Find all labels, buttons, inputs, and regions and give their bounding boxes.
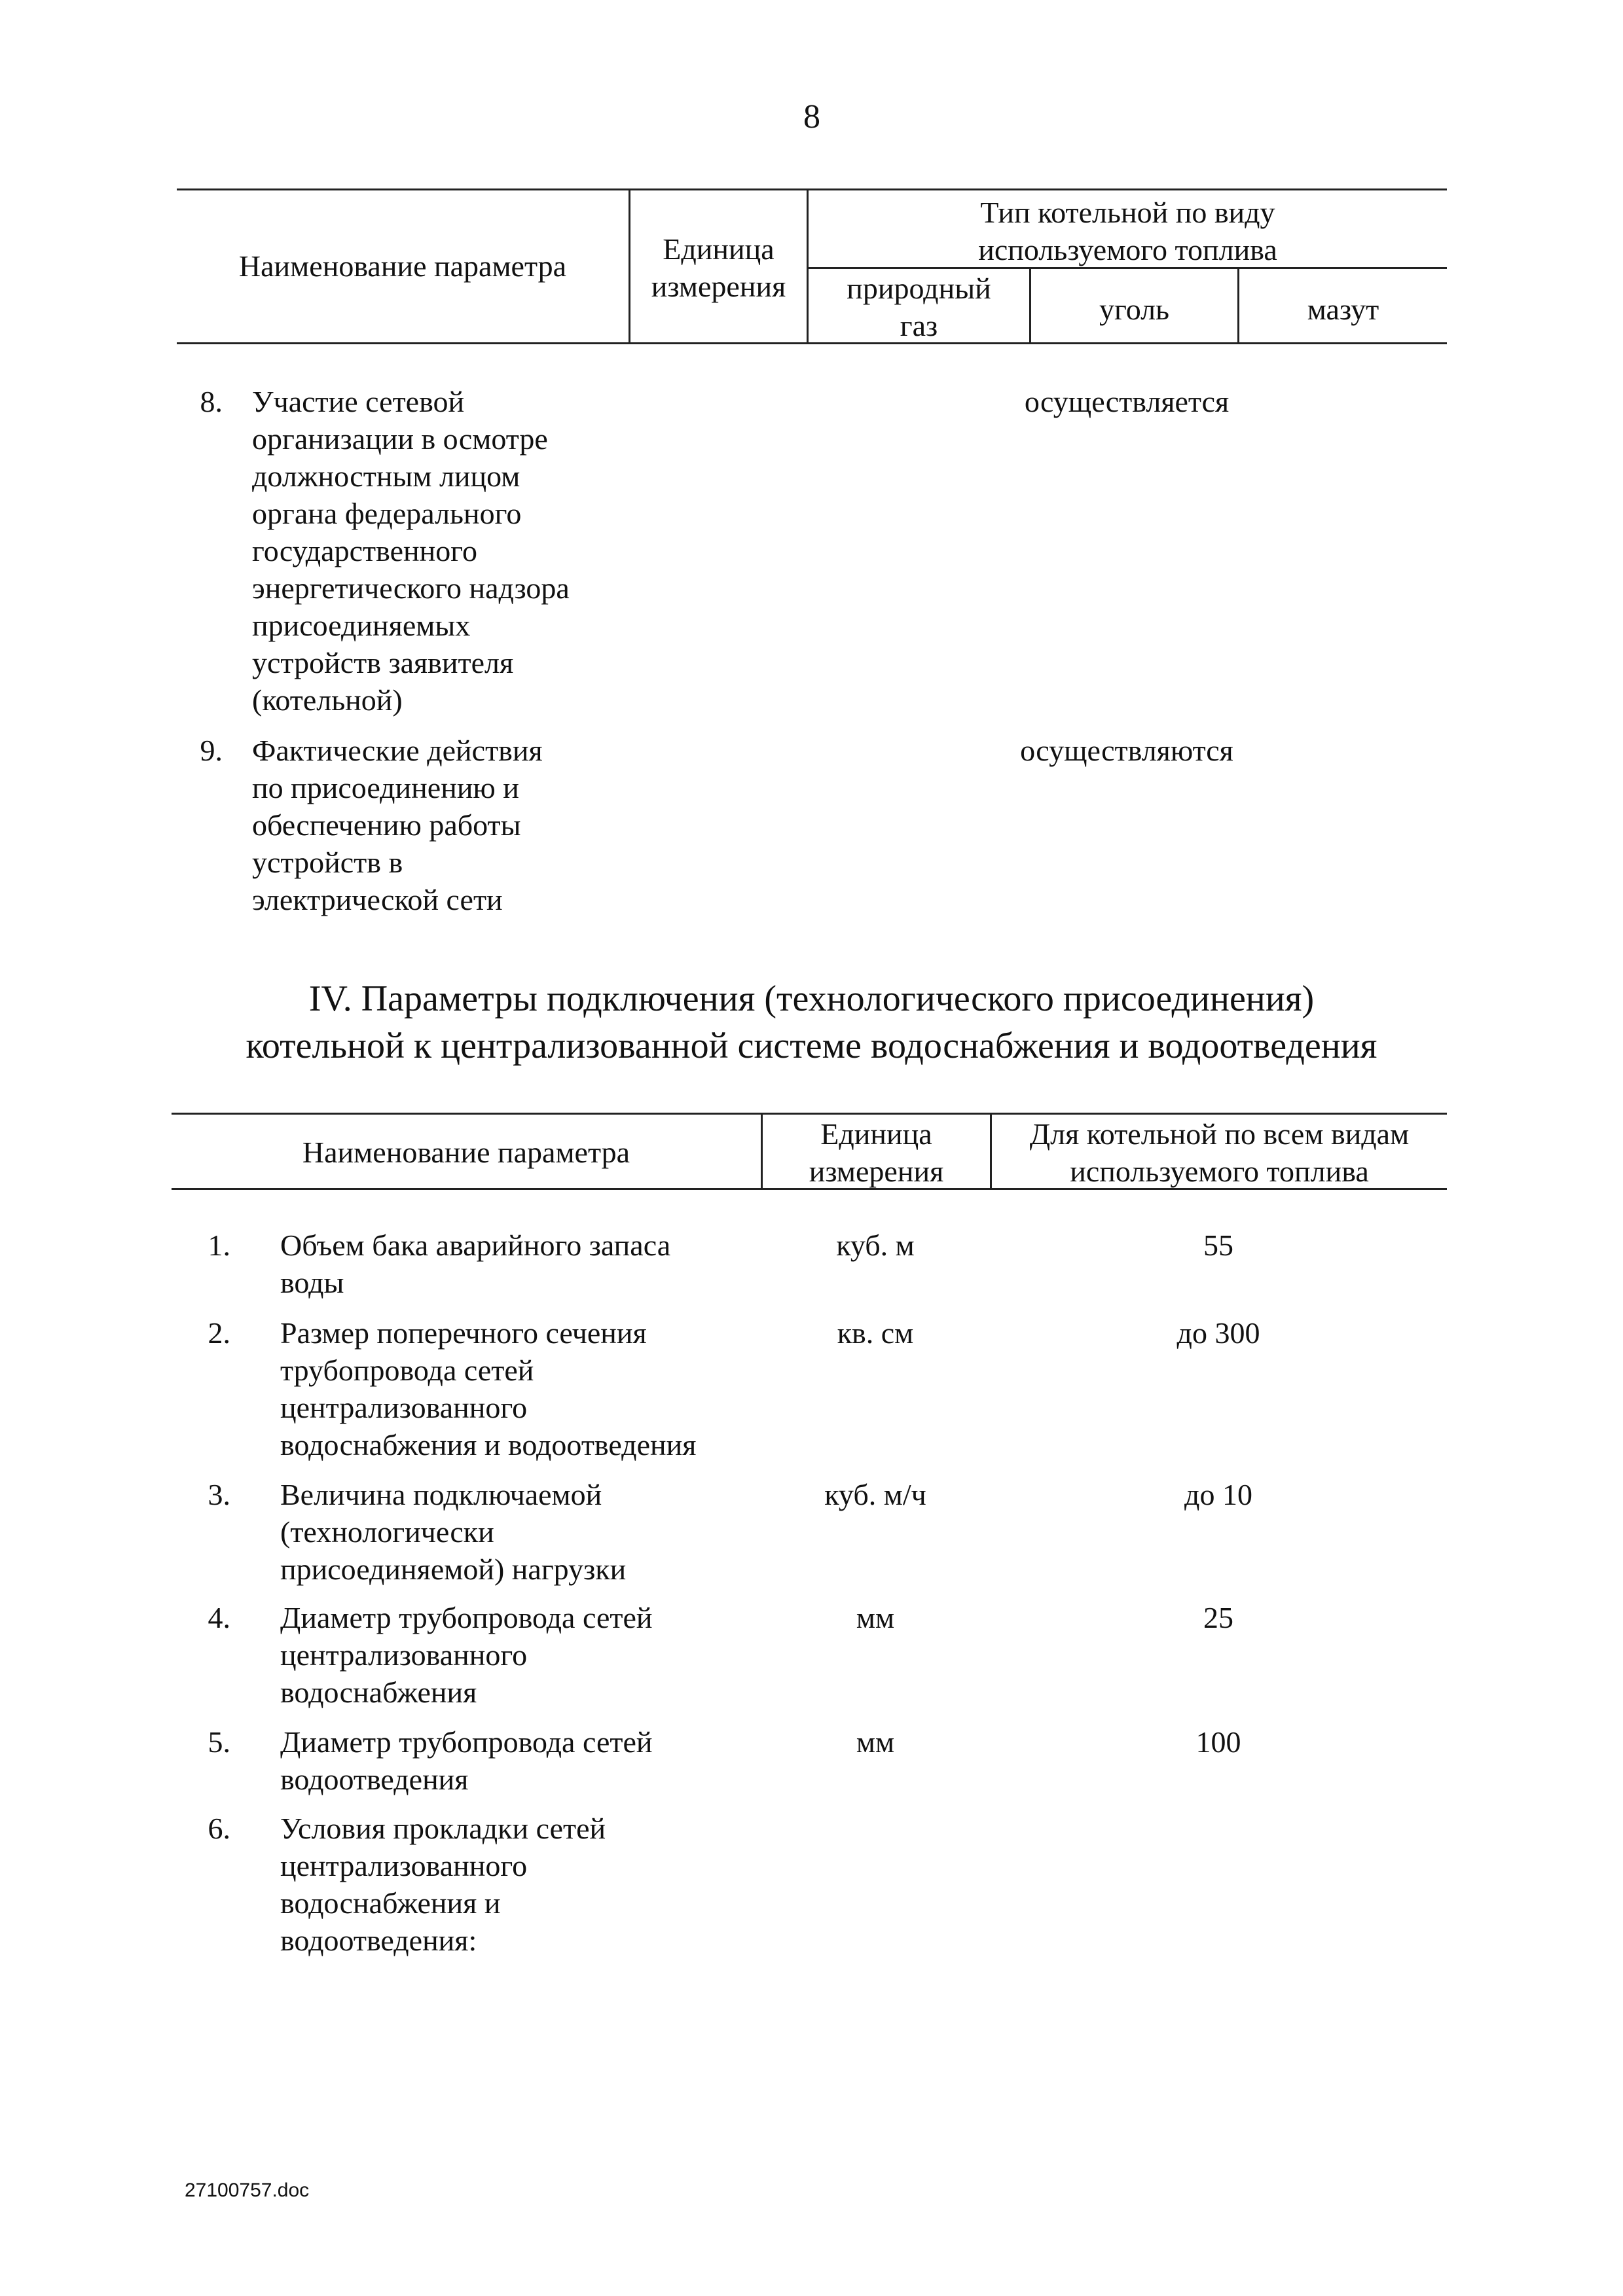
row-value: 25 <box>1203 1601 1233 1634</box>
table1-header-boiler-type: Тип котельной по виду используемого топлива <box>978 196 1277 266</box>
table2-header-param: Наименование параметра <box>302 1136 630 1169</box>
row-value: 55 <box>1203 1229 1233 1262</box>
table2-header-all-fuels: Для котельной по всем видам используемого топлива <box>1029 1117 1410 1188</box>
section-title-line1: IV. Параметры подключения (технологического присоединения) <box>308 978 1315 1019</box>
table1-header-unit: Единица измерения <box>651 232 786 303</box>
table1-header-coal: уголь <box>1099 293 1170 326</box>
table2-header-unit: Единица измерения <box>809 1117 944 1188</box>
row-value: до 10 <box>1184 1478 1252 1511</box>
row-param: Величина подключаемой (технологически присоединяемой) нагрузки <box>280 1478 627 1586</box>
row-unit: куб. м/ч <box>824 1478 926 1511</box>
row-number: 3. <box>208 1478 230 1511</box>
table1-header-fuel-oil: мазут <box>1307 293 1379 326</box>
page-number: 8 <box>803 98 820 135</box>
row-number: 8. <box>200 385 223 418</box>
row-number: 9. <box>200 734 223 767</box>
row-param: Условия прокладки сетей централизованного водоснабжения и водоотведения: <box>280 1812 606 1957</box>
row-value: осуществляется <box>1024 385 1230 418</box>
row-param: Фактические действия по присоединению и обеспечению работы устройств в электрической сети <box>252 734 543 916</box>
row-number: 4. <box>208 1601 230 1634</box>
row-unit: мм <box>856 1601 895 1634</box>
row-param: Диаметр трубопровода сетей водоотведения <box>280 1725 653 1796</box>
row-unit: кв. см <box>837 1316 914 1350</box>
row-value: до 300 <box>1176 1316 1260 1350</box>
row-number: 6. <box>208 1812 230 1845</box>
footer-doc-id: 27100757.doc <box>185 2179 310 2201</box>
row-number: 2. <box>208 1316 230 1350</box>
row-number: 1. <box>208 1229 230 1262</box>
row-param: Диаметр трубопровода сетей централизованного водоснабжения <box>280 1601 653 1709</box>
row-number: 5. <box>208 1725 230 1759</box>
row-value: осуществляются <box>1020 734 1233 767</box>
row-unit: мм <box>856 1725 895 1759</box>
row-param: Участие сетевой организации в осмотре должностным лицом органа федерального государственного энергетического надзора присоединяемых устройств заявителя (котельной) <box>252 385 570 717</box>
section-title-line2: котельной к централизованной системе водоснабжения и водоотведения <box>246 1026 1377 1066</box>
row-param: Объем бака аварийного запаса воды <box>280 1229 671 1299</box>
table1-header-gas: природный газ <box>847 272 991 342</box>
row-unit: куб. м <box>836 1229 915 1262</box>
table1-header-param: Наименование параметра <box>238 249 567 283</box>
row-value: 100 <box>1195 1725 1241 1759</box>
row-param: Размер поперечного сечения трубопровода сетей централизованного водоснабжения и водоотведения <box>280 1316 697 1462</box>
